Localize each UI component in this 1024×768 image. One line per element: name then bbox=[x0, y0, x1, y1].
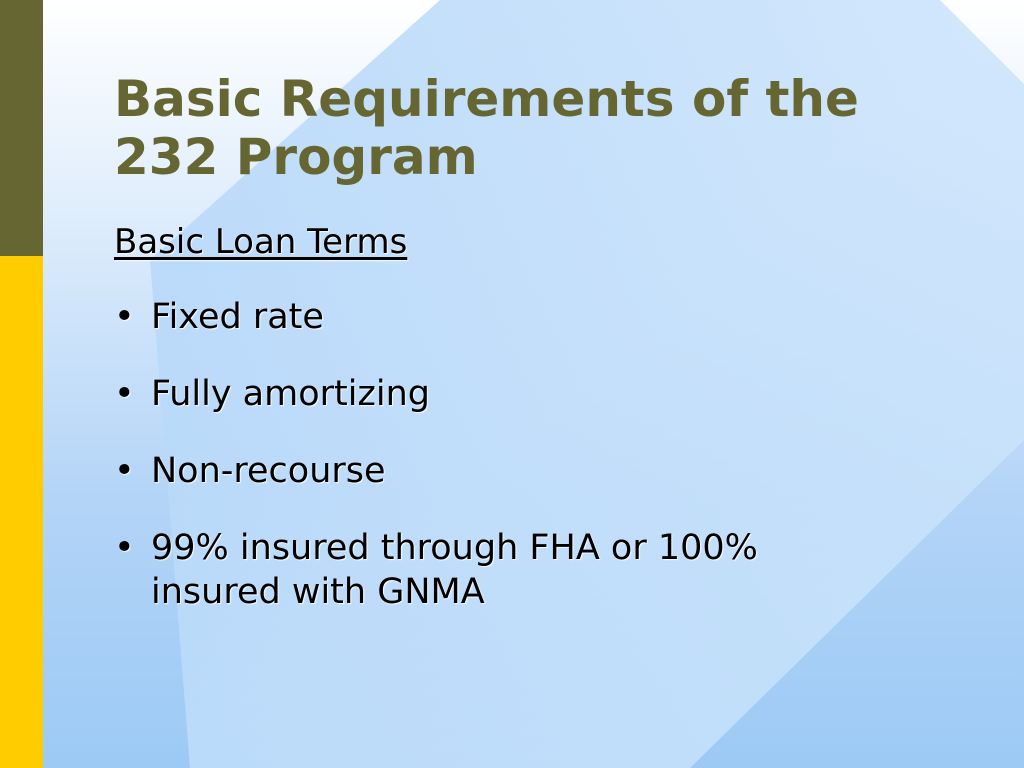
bullet-icon: • bbox=[114, 374, 135, 414]
bullet-item bbox=[114, 449, 874, 493]
bullet-icon: • bbox=[114, 451, 135, 491]
bullet-item bbox=[114, 295, 874, 339]
left-accent-bar-yellow bbox=[0, 256, 43, 768]
section-subheading: Basic Loan Terms bbox=[114, 222, 408, 262]
bullet-icon: • bbox=[114, 528, 135, 568]
bullet-list bbox=[114, 295, 874, 647]
slide-title: Basic Requirements of the 232 Program bbox=[114, 70, 859, 186]
bullet-icon: • bbox=[114, 297, 135, 337]
bullet-text: 99% insured through FHA or 100% insured with GNMA bbox=[151, 528, 758, 612]
bullet-text: Non-recourse bbox=[151, 451, 386, 491]
bullet-item bbox=[114, 372, 874, 416]
bullet-item bbox=[114, 526, 874, 614]
left-accent-bar-olive bbox=[0, 0, 43, 256]
bullet-text: Fixed rate bbox=[151, 297, 324, 337]
bullet-text: Fully amortizing bbox=[151, 374, 430, 414]
